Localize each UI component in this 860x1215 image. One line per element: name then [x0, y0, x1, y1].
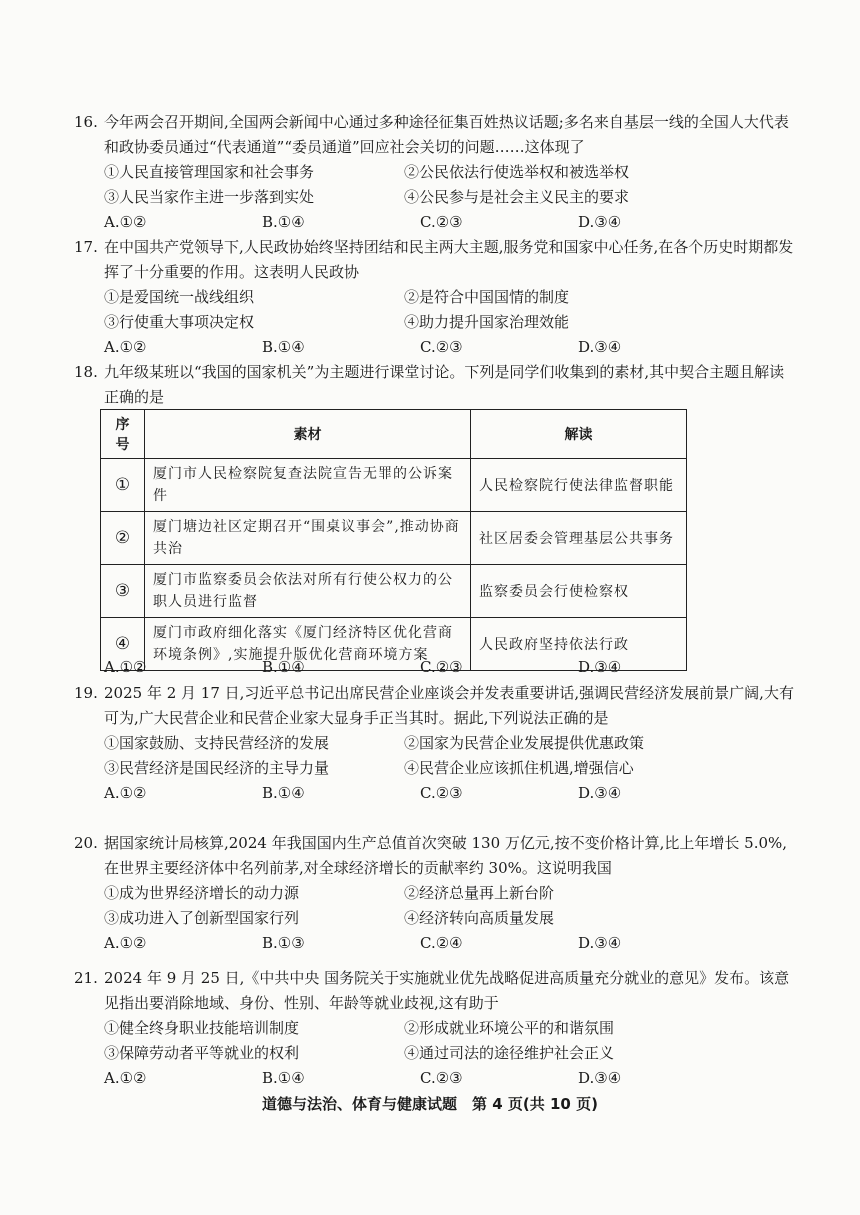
option-2: ②国家为民营企业发展提供优惠政策 [404, 734, 645, 752]
answer-a: A.①② [104, 934, 147, 952]
option-1: ①健全终身职业技能培训制度 [104, 1019, 300, 1037]
table-row [101, 565, 687, 618]
answer-b: B.①④ [262, 784, 305, 802]
row-interpretation: 人民检察院行使法律监督职能 [471, 459, 687, 512]
table-row [101, 512, 687, 565]
answer-d: D.③④ [578, 213, 622, 231]
answer-a: A.①② [104, 338, 147, 356]
option-4: ④助力提升国家治理效能 [404, 313, 570, 331]
option-1: ①国家鼓励、支持民营经济的发展 [104, 734, 330, 752]
option-1: ①是爱国统一战线组织 [104, 288, 255, 306]
question-number: 19. [74, 684, 98, 702]
answer-a: A.①② [104, 213, 147, 231]
answer-c: C.②③ [420, 658, 463, 676]
row-material: 厦门市人民检察院复查法院宣告无罪的公诉案件 [145, 459, 471, 512]
row-interpretation: 人民政府坚持依法行政 [471, 618, 687, 671]
answer-b: B.①④ [262, 658, 305, 676]
row-number: ③ [101, 565, 145, 618]
answer-b: B.①③ [262, 934, 305, 952]
row-material: 厦门塘边社区定期召开“围桌议事会”,推动协商共治 [145, 512, 471, 565]
option-2: ②形成就业环境公平的和谐氛围 [404, 1019, 615, 1037]
option-4: ④经济转向高质量发展 [404, 909, 555, 927]
question-20 [74, 831, 794, 956]
question-number: 20. [74, 834, 98, 852]
option-3: ③成功进入了创新型国家行列 [104, 909, 300, 927]
answer-a: A.①② [104, 1069, 147, 1087]
option-2: ②经济总量再上新台阶 [404, 884, 555, 902]
question-number: 17. [74, 238, 98, 256]
answer-d: D.③④ [578, 784, 622, 802]
question-number: 21. [74, 969, 98, 987]
answer-c: C.②④ [420, 934, 463, 952]
question-21 [74, 966, 794, 1091]
row-number: ① [101, 459, 145, 512]
row-interpretation: 社区居委会管理基层公共事务 [471, 512, 687, 565]
answer-a: A.①② [104, 784, 147, 802]
question-17 [74, 235, 794, 360]
row-number: ② [101, 512, 145, 565]
question-number: 18. [74, 363, 98, 381]
question-stem: 2025 年 2 月 17 日,习近平总书记出席民营企业座谈会并发表重要讲话,强调民营经济发展前景广阔,大有可为,广大民营企业和民营企业家大显身手正当其时。据此,下列说法正确的是 [104, 684, 794, 727]
page-footer: 道德与法治、体育与健康试题 第 4 页(共 10 页) [262, 1095, 598, 1113]
header-number: 序号 [101, 410, 145, 459]
option-1: ①成为世界经济增长的动力源 [104, 884, 300, 902]
option-4: ④公民参与是社会主义民主的要求 [404, 188, 630, 206]
option-3: ③行使重大事项决定权 [104, 313, 255, 331]
answer-b: B.①④ [262, 1069, 305, 1087]
option-3: ③保障劳动者平等就业的权利 [104, 1044, 300, 1062]
answer-c: C.②③ [420, 1069, 463, 1087]
option-4: ④通过司法的途径维护社会正义 [404, 1044, 615, 1062]
header-interpretation: 解读 [471, 410, 687, 459]
question-stem: 九年级某班以“我国的国家机关”为主题进行课堂讨论。下列是同学们收集到的素材,其中契合主题且解读正确的是 [104, 363, 785, 406]
answer-d: D.③④ [578, 658, 622, 676]
question-stem: 今年两会召开期间,全国两会新闻中心通过多种途径征集百姓热议话题;多名来自基层一线的全国人大代表和政协委员通过“代表通道”“委员通道”回应社会关切的问题……这体现了 [104, 113, 789, 156]
row-material: 厦门市监察委员会依法对所有行使公权力的公职人员进行监督 [145, 565, 471, 618]
material-table [100, 409, 687, 671]
header-material: 素材 [145, 410, 471, 459]
question-stem: 在中国共产党领导下,人民政协始终坚持团结和民主两大主题,服务党和国家中心任务,在各个历史时期都发挥了十分重要的作用。这表明人民政协 [104, 238, 794, 281]
answer-d: D.③④ [578, 338, 622, 356]
question-16 [74, 110, 794, 235]
answer-d: D.③④ [578, 1069, 622, 1087]
row-number: ④ [101, 618, 145, 671]
answer-c: C.②③ [420, 784, 463, 802]
answer-b: B.①④ [262, 338, 305, 356]
option-2: ②是符合中国国情的制度 [404, 288, 570, 306]
answer-b: B.①④ [262, 213, 305, 231]
question-stem: 2024 年 9 月 25 日,《中共中央 国务院关于实施就业优先战略促进高质量充分就业的意见》发布。该意见指出要消除地域、身份、性别、年龄等就业歧视,这有助于 [104, 969, 790, 1012]
question-number: 16. [74, 113, 98, 131]
question-stem: 据国家统计局核算,2024 年我国国内生产总值首次突破 130 万亿元,按不变价格计算,比上年增长 5.0%,在世界主要经济体中名列前茅,对全球经济增长的贡献率约 30%。这说明我国 [104, 834, 788, 877]
option-4: ④民营企业应该抓住机遇,增强信心 [404, 759, 634, 777]
option-1: ①人民直接管理国家和社会事务 [104, 163, 315, 181]
question-18 [74, 360, 794, 410]
option-3: ③人民当家作主进一步落到实处 [104, 188, 315, 206]
answer-c: C.②③ [420, 213, 463, 231]
row-material: 厦门市政府细化落实《厦门经济特区优化营商环境条例》,实施提升版优化营商环境方案 [145, 618, 471, 671]
table-row [101, 459, 687, 512]
question-18-answers [74, 655, 794, 680]
option-2: ②公民依法行使选举权和被选举权 [404, 163, 630, 181]
answer-a: A.①② [104, 658, 147, 676]
row-interpretation: 监察委员会行使检察权 [471, 565, 687, 618]
answer-c: C.②③ [420, 338, 463, 356]
answer-d: D.③④ [578, 934, 622, 952]
option-3: ③民营经济是国民经济的主导力量 [104, 759, 330, 777]
question-19 [74, 681, 794, 806]
